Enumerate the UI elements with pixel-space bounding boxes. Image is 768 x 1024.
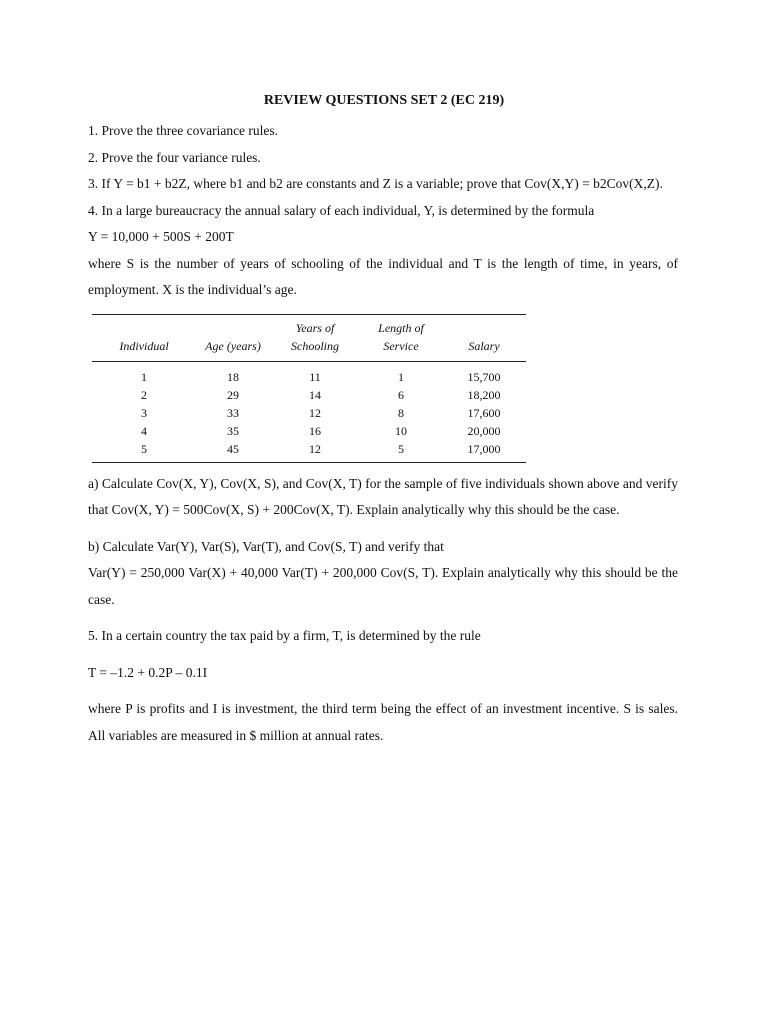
cell-age: 33 bbox=[227, 405, 239, 420]
cell-service: 5 bbox=[360, 440, 442, 463]
question-5-description: where P is profits and I is investment, the third term being the effect of an investment incentive. S is sales. All variables are measured in $ million at annual rates. bbox=[88, 701, 678, 743]
cell-service: 1 bbox=[398, 369, 404, 384]
question-4-description: where S is the number of years of schooling of the individual and T is the length of time, in years, of employment. X is the individual’s age. bbox=[88, 255, 678, 297]
cell-individual: 2 bbox=[141, 387, 147, 402]
question-1: 1. Prove the three covariance rules. bbox=[88, 123, 279, 138]
table-row bbox=[92, 404, 526, 422]
data-table-container bbox=[92, 314, 678, 463]
header-schooling: Years of Schooling bbox=[270, 314, 360, 361]
question-3: 3. If Y = b1 + b2Z, where b1 and b2 are constants and Z is a variable; prove that Cov(X,Y) = b2Cov(X,Z). bbox=[88, 176, 663, 191]
question-4-part-b-line2: Var(Y) = 250,000 Var(X) + 40,000 Var(T) + 200,000 Cov(S, T). Explain analytically why this should be the case. bbox=[88, 565, 678, 607]
header-age: Age (years) bbox=[196, 314, 270, 361]
questions-body bbox=[88, 118, 678, 749]
header-salary: Salary bbox=[442, 314, 526, 361]
question-5-formula: T = –1.2 + 0.2P – 0.1I bbox=[88, 664, 208, 680]
cell-salary: 17,000 bbox=[442, 440, 526, 463]
cell-age: 45 bbox=[196, 440, 270, 463]
question-4-part-b-line1: b) Calculate Var(Y), Var(S), Var(T), and Cov(S, T) and verify that bbox=[88, 538, 444, 554]
cell-service: 10 bbox=[395, 423, 407, 438]
table-header-row bbox=[92, 314, 526, 361]
cell-service: 6 bbox=[398, 387, 404, 402]
question-2: 2. Prove the four variance rules. bbox=[88, 149, 261, 165]
question-5-intro: 5. In a certain country the tax paid by a firm, T, is determined by the rule bbox=[88, 628, 481, 643]
cell-schooling: 12 bbox=[309, 405, 321, 420]
question-4-part-a: a) Calculate Cov(X, Y), Cov(X, S), and Cov(X, T) for the sample of five individuals shown above and verify that Cov(X, Y) = 500Cov(X, S) + 200Cov(X, T). Explain analytically why this should be the case. bbox=[88, 475, 678, 517]
cell-service: 8 bbox=[398, 405, 404, 420]
table-row bbox=[92, 440, 526, 463]
cell-individual: 4 bbox=[141, 423, 147, 438]
data-table bbox=[92, 314, 526, 463]
page-title: REVIEW QUESTIONS SET 2 (EC 219) bbox=[263, 93, 505, 108]
cell-schooling: 12 bbox=[270, 440, 360, 463]
table-row bbox=[92, 422, 526, 440]
cell-salary: 20,000 bbox=[467, 423, 501, 438]
cell-schooling: 11 bbox=[309, 369, 321, 384]
cell-salary: 18,200 bbox=[467, 387, 501, 402]
header-individual: Individual bbox=[92, 314, 196, 361]
cell-salary: 17,600 bbox=[467, 405, 501, 420]
table-row bbox=[92, 386, 526, 404]
table-row bbox=[92, 361, 526, 386]
cell-age: 29 bbox=[227, 387, 239, 402]
cell-age: 35 bbox=[227, 423, 239, 438]
question-4-intro: 4. In a large bureaucracy the annual salary of each individual, Y, is determined by the formula bbox=[88, 202, 595, 218]
cell-age: 18 bbox=[227, 369, 239, 384]
cell-schooling: 14 bbox=[309, 387, 321, 402]
question-4-formula: Y = 10,000 + 500S + 200T bbox=[88, 229, 234, 244]
cell-individual: 1 bbox=[141, 369, 147, 384]
cell-schooling: 16 bbox=[309, 423, 321, 438]
cell-individual: 3 bbox=[141, 405, 147, 420]
cell-salary: 15,700 bbox=[467, 369, 501, 384]
cell-individual: 5 bbox=[92, 440, 196, 463]
header-service: Length of Service bbox=[360, 314, 442, 361]
